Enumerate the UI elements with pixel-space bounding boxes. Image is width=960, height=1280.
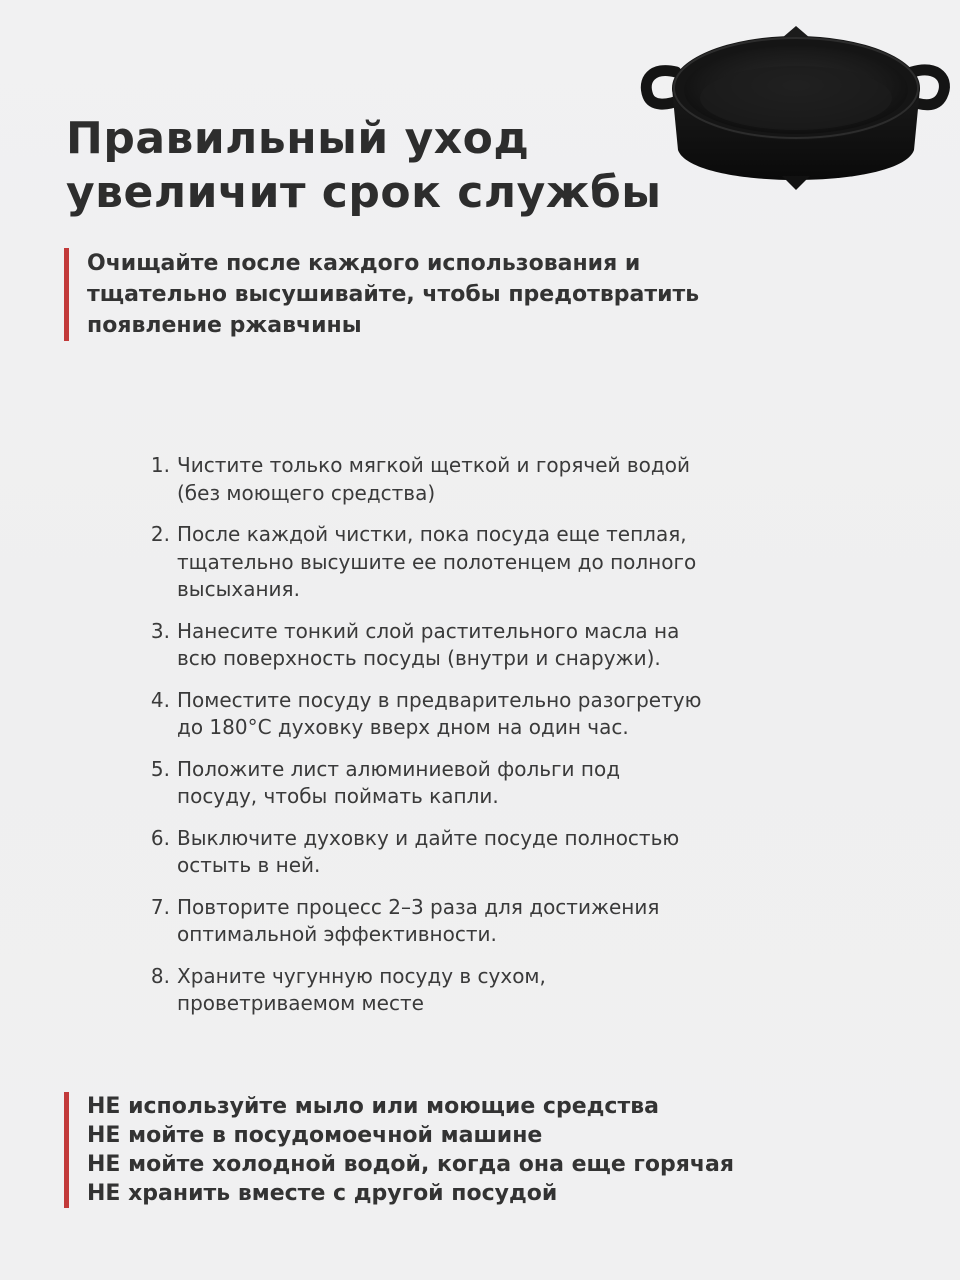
- care-step: [140, 825, 830, 880]
- step-line: Храните чугунную посуду в сухом,: [177, 963, 546, 988]
- step-text: [177, 894, 830, 949]
- intro-line: Очищайте после каждого использования и: [87, 251, 641, 276]
- step-text: [177, 521, 830, 604]
- warning-line: НЕ мойте в посудомоечной машине: [87, 1123, 543, 1148]
- step-line: Выключите духовку и дайте посуде полностью: [177, 825, 680, 850]
- step-line: до 180°С духовку вверх дном на один час.: [177, 715, 629, 739]
- step-line: Повторите процесс 2–3 раза для достижения: [177, 894, 660, 919]
- step-line: тщательно высушите ее полотенцем до полного: [177, 549, 697, 574]
- warnings-callout: [64, 1092, 847, 1208]
- step-line: После каждой чистки, пока посуда еще теплая,: [177, 522, 687, 546]
- intro-callout: [64, 248, 807, 341]
- step-text: [177, 756, 830, 811]
- step-number: 5.: [150, 756, 170, 781]
- step-number: 2.: [150, 522, 170, 546]
- step-number: 3.: [150, 618, 170, 643]
- step-text: [177, 825, 830, 880]
- care-step: [140, 963, 830, 1018]
- step-line: проветриваемом месте: [177, 991, 424, 1015]
- step-line: Поместите посуду в предварительно разогретую: [177, 687, 702, 712]
- step-line: остыть в ней.: [177, 853, 321, 877]
- warning-line: НЕ используйте мыло или моющие средства: [87, 1094, 659, 1119]
- title-line: увеличит срок службы: [66, 167, 662, 218]
- step-line: Чистите только мягкой щеткой и горячей водой: [177, 453, 690, 477]
- step-line: (без моющего средства): [177, 480, 436, 505]
- care-step: [140, 452, 830, 507]
- step-line: Положите лист алюминиевой фольги под: [177, 756, 621, 781]
- care-step: [140, 756, 830, 811]
- step-line: всю поверхность посуды (внутри и снаружи).: [177, 646, 661, 670]
- intro-line: появление ржавчины: [87, 313, 362, 338]
- step-line: посуду, чтобы поймать капли.: [177, 784, 499, 808]
- care-step: [140, 687, 830, 742]
- care-steps-list: [140, 452, 830, 1032]
- title-line: Правильный уход: [66, 113, 530, 164]
- step-line: Нанесите тонкий слой растительного масла на: [177, 618, 680, 643]
- step-text: [177, 963, 830, 1018]
- care-step: [140, 894, 830, 949]
- step-line: высыхания.: [177, 577, 300, 601]
- warning-line: НЕ хранить вместе с другой посудой: [87, 1181, 558, 1206]
- step-line: оптимальной эффективности.: [177, 922, 497, 946]
- step-text: [177, 452, 830, 507]
- step-text: [177, 618, 830, 673]
- care-step: [140, 618, 830, 673]
- step-number: 1.: [150, 453, 170, 477]
- warning-line: НЕ мойте холодной водой, когда она еще горячая: [87, 1152, 734, 1177]
- step-number: 6.: [150, 825, 170, 850]
- step-text: [177, 687, 830, 742]
- intro-line: тщательно высушивайте, чтобы предотвратить: [87, 282, 700, 307]
- step-number: 4.: [150, 687, 170, 712]
- care-step: [140, 521, 830, 604]
- step-number: 8.: [150, 963, 170, 988]
- step-number: 7.: [150, 894, 170, 919]
- page-title: [66, 112, 686, 220]
